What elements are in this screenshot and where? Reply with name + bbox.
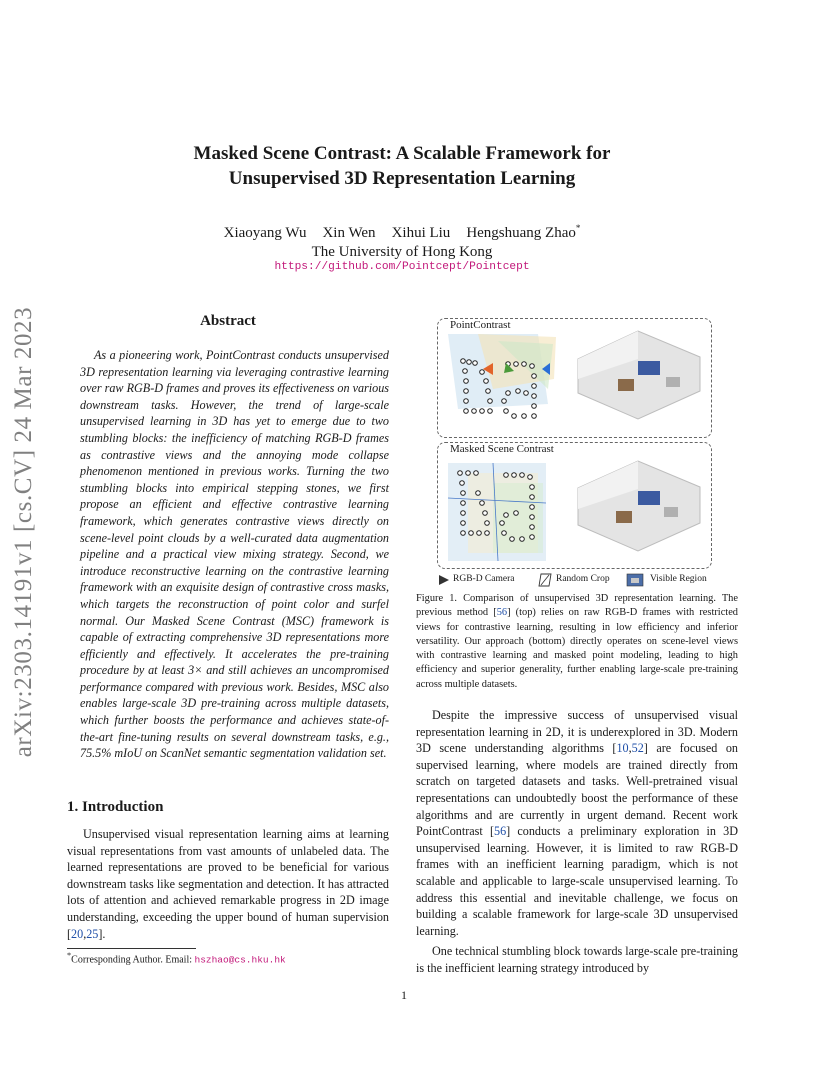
text-span: Despite the impressive success of unsupervised visual representation learning in 2D, it is underexplored in 3D. Modern 3D scene understanding algorithms [ [416, 708, 738, 756]
footnote-mark: * [67, 951, 72, 960]
footnote-email-link[interactable]: hszhao@cs.hku.hk [194, 954, 286, 966]
arxiv-stamp: arXiv:2303.14191v1 [cs.CV] 24 Mar 2023 [10, 306, 37, 758]
paragraph [416, 707, 738, 939]
author-name: Xin Wen [322, 225, 376, 241]
msc-illustration [438, 443, 711, 568]
scene-render-bottom [578, 461, 700, 551]
author-name-text: Hengshuang Zhao [466, 225, 576, 241]
legend-label-visible: Visible Region [650, 574, 707, 584]
page-number: 1 [401, 988, 407, 1002]
paper-title [100, 141, 704, 191]
text-span: Unsupervised visual representation learning aims at learning visual representations from vast amounts of unlabeled data. The learned representations are proved to be beneficial for various downstream tasks like segmentation and detection. It has attracted lots of attention and achieved remarkable progress in 2D image understanding, exceeding the upper bound of human supervision [ [67, 827, 389, 941]
text-span: Figure 1. Comparison of unsupervised 3D representation learning. The previous method [ [416, 593, 738, 619]
section-heading-introduction: 1. Introduction [67, 799, 164, 815]
camera-icon [439, 575, 449, 585]
abstract-text: As a pioneering work, PointContrast conducts unsupervised 3D representation learning via leveraging contrastive learning over raw RGB-D frames and proves its effectiveness on various downstream tasks. However, the trend of large-scale unsupervised learning in 3D has yet to emerge due to two stumbling blocks: the inefficiency of matching RGB-D frames as contrastive views and the annoying mode collapse phenomenon mentioned in previous works. Turning the two stumbling blocks into empirical stepping stones, we first propose an efficient and effective contrastive learning framework, which generates contrastive views directly on scene-level point clouds by a well-curated data augmentation pipeline and a practical view mixing strategy. Second, we introduce reconstructive learning on the contrastive learning framework with an exquisite design of contrastive cross masks, which targets the reconstruction of point color and surfel normal. Our Masked Scene Contrast (MSC) framework is capable of extracting comprehensive 3D representations more efficiently and effectively. It accelerates the pre-training procedure by at least 3× and still achieves an uncompromised performance compared with previous work. Besides, MSC also enables large-scale 3D pre-training across multiple datasets, which further boosts the performance and achieves state-of-the-art fine-tuning results on several downstream tasks, e.g., 75.5% mIoU on ScanNet semantic segmentation validation set. [80, 348, 389, 761]
citation-link[interactable]: 52 [631, 741, 644, 756]
figure-panel-pointcontrast [437, 318, 712, 438]
text-span: ] (top) relies on raw RGB-D frames with restricted views for contrastive learning, resulting in low efficiency and inferior versatility. Our approach (bottom) directly operates on scene-level views with contrastive learning and masked point modeling, leading to high efficiency and superior generality, further enabling large-scale pre-training across multiple datasets. [416, 607, 738, 690]
paragraph [67, 826, 389, 942]
title-line-2: Unsupervised 3D Representation Learning [228, 168, 576, 189]
legend-label-crop: Random Crop [556, 574, 610, 584]
paragraph: One technical stumbling block towards large-scale pre-training is the inefficient learning strategy introduced by [416, 944, 738, 975]
author-name [466, 225, 580, 241]
author-block [100, 219, 704, 262]
citation-link[interactable]: 20 [71, 926, 84, 941]
author-name: Xihui Liu [391, 225, 451, 241]
footnote [67, 951, 286, 965]
intro-paragraph [67, 826, 389, 942]
text-span: , [83, 926, 87, 941]
legend-label-camera: RGB-D Camera [453, 574, 515, 584]
author-list [100, 219, 704, 243]
figure-legend [437, 572, 737, 588]
affiliation: The University of Hong Kong [311, 244, 493, 260]
panel-label: PointContrast [450, 319, 511, 331]
text-span: ] are focused on supervised learning, where models are trained directly from scratch on targeted datasets and tasks. Well-pretrained visual representations can undoubtedly boost the performance of these algorithms and are currently in urgent demand. Recent work PointContrast [ [416, 741, 738, 839]
scene-render-top [578, 331, 700, 419]
figure-caption [416, 592, 738, 692]
author-name: Xiaoyang Wu [223, 225, 307, 241]
pointcontrast-illustration [438, 319, 711, 437]
footnote-rule [67, 948, 196, 949]
code-url-link[interactable]: https://github.com/Pointcept/Pointcept [274, 261, 530, 273]
text-span: , [628, 741, 632, 756]
text-span: ] conducts a preliminary exploration in 3D unsupervised learning. However, it is limited to raw RGB-D frames with an inefficient learning paradigm, which is not scalable and applicable to large-scale unsupervised learning. To address this essential and inevitable challenge, we focus on building a scalable framework for large-scale 3D unsupervised learning. [416, 824, 738, 938]
footnote-text: Corresponding Author. Email: [71, 954, 195, 966]
title-line-1: Masked Scene Contrast: A Scalable Framework for [193, 143, 611, 164]
right-column-body [416, 707, 738, 977]
figure-panel-masked-scene-contrast [437, 442, 712, 569]
author-mark: * [575, 223, 581, 233]
abstract-heading: Abstract [200, 313, 256, 329]
citation-link[interactable]: 56 [494, 824, 507, 839]
citation-link[interactable]: 10 [616, 741, 629, 756]
panel-label: Masked Scene Contrast [450, 443, 554, 455]
citation-link[interactable]: 56 [496, 607, 508, 619]
citation-link[interactable]: 25 [86, 926, 99, 941]
text-span: ]. [98, 926, 106, 941]
